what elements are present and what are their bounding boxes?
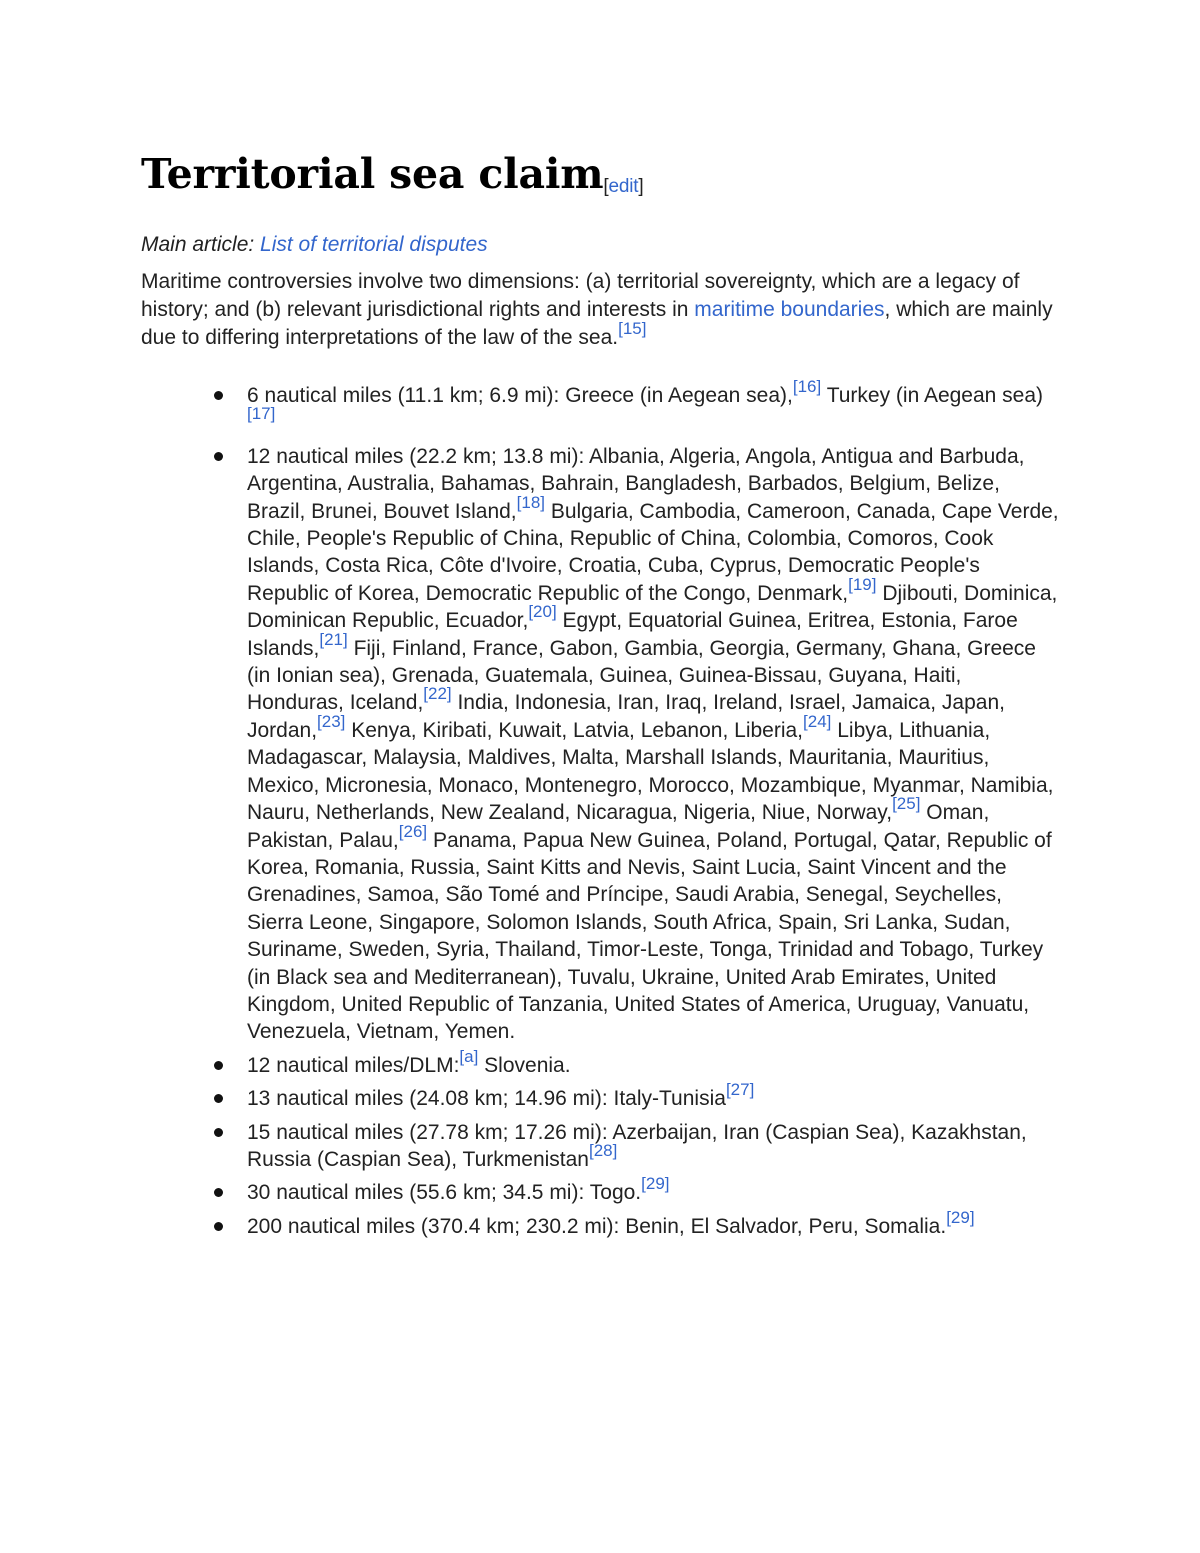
edit-bracket-close: ] (638, 176, 644, 197)
edit-bracket-open: [ (603, 176, 609, 197)
claim-distance: 13 nautical miles (24.08 km; 14.96 mi): (247, 1087, 614, 1111)
claim-countries: Fiji, Finland, France, Gabon, Gambia, Georgia, Germany, Ghana, Greece (in Ionian sea), Grenada, Guatemala, Guinea, Guinea-Bissau, Guyana, Haiti, Honduras, Iceland, (247, 636, 1036, 715)
claim-list-item (247, 1080, 1061, 1112)
claim-countries: Greece (in Aegean sea), (565, 384, 793, 407)
section-title: Territorial sea claim (141, 150, 604, 198)
reference-link[interactable]: [20] (528, 602, 557, 622)
reference-link[interactable]: [18] (516, 492, 545, 512)
claim-distance: 12 nautical miles (22.2 km; 13.8 mi): (247, 444, 589, 468)
claim-countries: Djibouti, Dominica, Dominican Republic, Ecuador, (247, 581, 1058, 633)
claim-countries: Bulgaria, Cambodia, Cameroon, Canada, Cape Verde, Chile, People's Republic of China, Republic of China, Colombia, Comoros, Cook Islands, Costa Rica, Côte d'Ivoire, Croatia, Cuba, Cyprus, Democratic People's Republic of Korea, Democratic Republic of the Congo, Denmark, (247, 499, 1059, 605)
claim-countries: Oman, Pakistan, Palau, (247, 801, 990, 852)
reference-link[interactable]: [23] (317, 711, 346, 731)
claim-distance: 12 nautical miles/DLM: (247, 1053, 460, 1077)
claim-list-item (247, 443, 1061, 1046)
claim-countries: Togo. (589, 1181, 642, 1205)
claim-countries: Azerbaijan, Iran (Caspian Sea), Kazakhstan, Russia (Caspian Sea), Turkmenistan (247, 1120, 1027, 1171)
intro-text-end: , which are mainly due to differing interpretations of the law of the sea. (141, 298, 1053, 349)
claim-distance: 30 nautical miles (55.6 km; 34.5 mi): (247, 1181, 590, 1205)
claim-distance: 15 nautical miles (27.78 km; 17.26 mi): (247, 1120, 613, 1144)
reference-link[interactable]: [26] (398, 821, 428, 841)
claim-countries: India, Indonesia, Iran, Iraq, Ireland, Israel, Jamaica, Japan, Jordan, (247, 691, 1005, 742)
claim-list-item (247, 1119, 1061, 1174)
edit-section (603, 176, 643, 197)
reference-link[interactable]: [24] (803, 711, 832, 731)
article-section (141, 148, 1061, 1246)
reference-link[interactable]: [a] (459, 1046, 479, 1066)
reference-link[interactable]: [29] (641, 1174, 670, 1194)
claims-list (141, 377, 1061, 1240)
claim-list-item (247, 1046, 1061, 1079)
intro-text: Maritime controversies involve two dimensions: (a) territorial sovereignty, which are a legacy of history; and (b) relevant jurisdictional rights and interests in (141, 270, 1020, 321)
reference-link[interactable]: [27] (725, 1080, 755, 1100)
reference-link[interactable]: [28] (588, 1140, 618, 1160)
claim-countries: Kenya, Kiribati, Kuwait, Latvia, Lebanon, Liberia, (345, 718, 804, 742)
claim-countries: Albania, Algeria, Angola, Antigua and Barbuda, Argentina, Australia, Bahamas, Bahrain, Bangladesh, Barbados, Belgium, Belize, Brazil, Brunei, Bouvet Island, (247, 444, 1025, 523)
reference-link[interactable]: [15] (618, 319, 647, 338)
claim-list-item (247, 1174, 1061, 1206)
main-article-link[interactable]: List of territorial disputes (260, 233, 488, 256)
claim-countries: Benin, El Salvador, Peru, Somalia. (625, 1214, 947, 1238)
claim-distance: 6 nautical miles (11.1 km; 6.9 mi): (247, 384, 566, 407)
reference-link[interactable]: [22] (423, 684, 452, 704)
reference-link[interactable]: [16] (792, 377, 822, 396)
reference-link[interactable]: [19] (848, 574, 877, 594)
claim-countries: Slovenia. (478, 1053, 571, 1077)
hatnote (141, 230, 1061, 260)
claim-distance: 200 nautical miles (370.4 km; 230.2 mi): (247, 1214, 626, 1238)
hatnote-prefix: Main article: (141, 233, 261, 256)
reference-link[interactable]: [17] (247, 404, 276, 424)
claim-countries: Italy-Tunisia (613, 1087, 726, 1111)
reference-link[interactable]: [25] (892, 794, 921, 814)
reference-link[interactable]: [29] (946, 1207, 975, 1227)
claim-countries: Panama, Papua New Guinea, Poland, Portugal, Qatar, Republic of Korea, Romania, Russia, Saint Kitts and Nevis, Saint Lucia, Saint Vincent and the Grenadines, Samoa, São Tomé and Príncipe, Saudi Arabia, Senegal, Seychelles, Sierra Leone, Singapore, Solomon Islands, South Africa, Spain, Sri Lanka, Sudan, Suriname, Sweden, Syria, Thailand, Timor-Leste, Tonga, Trinidad and Tobago, Turkey (in Black sea and Mediterranean), Tuvalu, Ukraine, United Arab Emirates, United Kingdom, United Republic of Tanzania, United States of America, Uruguay, Vanuatu, Venezuela, Vietnam, Yemen. (247, 828, 1052, 1044)
claim-countries: Turkey (in Aegean sea) (821, 384, 1044, 407)
claim-countries: Egypt, Equatorial Guinea, Eritrea, Estonia, Faroe Islands, (247, 609, 1018, 660)
edit-link[interactable]: edit (608, 176, 639, 197)
claim-countries: Libya, Lithuania, Madagascar, Malaysia, Maldives, Malta, Marshall Islands, Mauritania, Mauritius, Mexico, Micronesia, Monaco, Montenegro, Morocco, Mozambique, Myanmar, Namibia, Nauru, Netherlands, New Zealand, Nicaragua, Nigeria, Niue, Norway, (247, 718, 1054, 825)
claim-list-item (247, 1207, 1061, 1240)
section-heading (141, 148, 1061, 209)
maritime-boundaries-link[interactable]: maritime boundaries (694, 298, 885, 321)
claim-list-item (247, 377, 1061, 437)
reference-link[interactable]: [21] (319, 629, 348, 649)
intro-paragraph (141, 268, 1061, 352)
